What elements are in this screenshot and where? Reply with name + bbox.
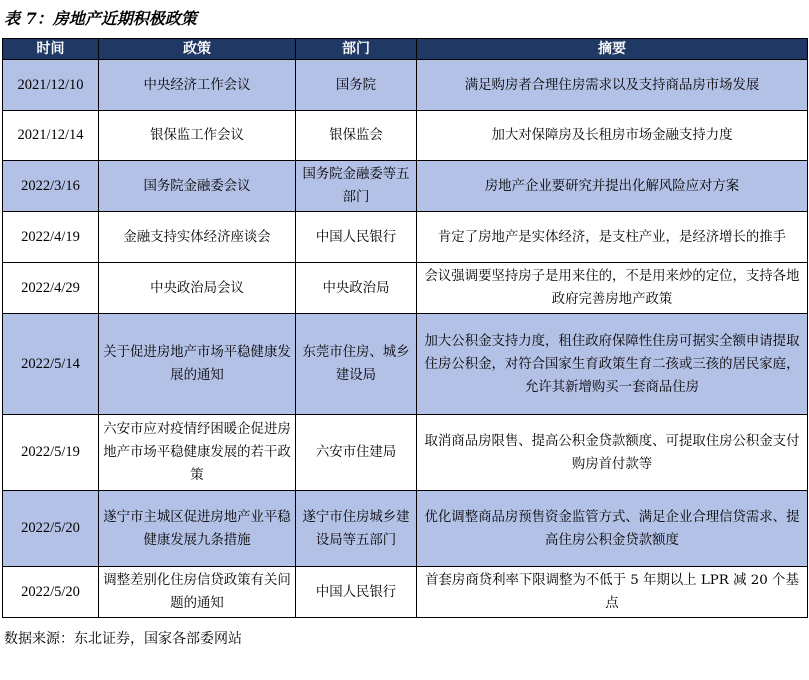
- cell-department: 遂宁市住房城乡建设局等五部门: [296, 491, 417, 567]
- table-row: [3, 567, 808, 618]
- cell-policy: 中央经济工作会议: [99, 60, 296, 111]
- cell-summary: 满足购房者合理住房需求以及支持商品房市场发展: [417, 60, 808, 111]
- cell-policy: 银保监工作会议: [99, 111, 296, 161]
- cell-policy: 遂宁市主城区促进房地产业平稳健康发展九条措施: [99, 491, 296, 567]
- cell-date: 2022/5/19: [3, 415, 99, 491]
- cell-department: 国务院: [296, 60, 417, 111]
- data-source-note: 数据来源：东北证券，国家各部委网站: [4, 631, 242, 647]
- table-row: [3, 491, 808, 567]
- table-row: [3, 212, 808, 263]
- table-row: [3, 161, 808, 212]
- header-policy: 政策: [99, 39, 296, 60]
- header-department: 部门: [296, 39, 417, 60]
- cell-policy: 金融支持实体经济座谈会: [99, 212, 296, 263]
- table-row: [3, 314, 808, 415]
- header-summary: 摘要: [417, 39, 808, 60]
- cell-date: 2022/4/19: [3, 212, 99, 263]
- cell-date: 2021/12/14: [3, 111, 99, 161]
- table-caption: 表 7：房地产近期积极政策: [4, 9, 197, 28]
- cell-date: 2021/12/10: [3, 60, 99, 111]
- cell-policy: 关于促进房地产市场平稳健康发展的通知: [99, 314, 296, 415]
- cell-department: 中央政治局: [296, 263, 417, 314]
- cell-summary: 首套房商贷利率下限调整为不低于 5 年期以上 LPR 减 20 个基点: [417, 567, 808, 618]
- cell-summary: 会议强调要坚持房子是用来住的，不是用来炒的定位，支持各地政府完善房地产政策: [417, 263, 808, 314]
- cell-department: 东莞市住房、城乡建设局: [296, 314, 417, 415]
- header-date: 时间: [3, 39, 99, 60]
- table-row: [3, 415, 808, 491]
- cell-department: 国务院金融委等五部门: [296, 161, 417, 212]
- policy-table: [2, 38, 808, 618]
- header-row: [3, 39, 808, 60]
- cell-summary: 取消商品房限售、提高公积金贷款额度、可提取住房公积金支付购房首付款等: [417, 415, 808, 491]
- cell-date: 2022/5/20: [3, 567, 99, 618]
- cell-department: 六安市住建局: [296, 415, 417, 491]
- cell-policy: 中央政治局会议: [99, 263, 296, 314]
- cell-policy: 国务院金融委会议: [99, 161, 296, 212]
- table-row: [3, 60, 808, 111]
- cell-date: 2022/5/14: [3, 314, 99, 415]
- cell-date: 2022/3/16: [3, 161, 99, 212]
- cell-department: 银保监会: [296, 111, 417, 161]
- cell-summary: 加大对保障房及长租房市场金融支持力度: [417, 111, 808, 161]
- cell-date: 2022/5/20: [3, 491, 99, 567]
- table-row: [3, 111, 808, 161]
- cell-date: 2022/4/29: [3, 263, 99, 314]
- cell-summary: 房地产企业要研究并提出化解风险应对方案: [417, 161, 808, 212]
- cell-summary: 肯定了房地产是实体经济，是支柱产业，是经济增长的推手: [417, 212, 808, 263]
- cell-department: 中国人民银行: [296, 212, 417, 263]
- cell-summary: 优化调整商品房预售资金监管方式、满足企业合理信贷需求、提高住房公积金贷款额度: [417, 491, 808, 567]
- cell-department: 中国人民银行: [296, 567, 417, 618]
- cell-summary: 加大公积金支持力度，租住政府保障性住房可据实全额申请提取住房公积金，对符合国家生育政策生育二孩或三孩的居民家庭，允许其新增购买一套商品住房: [417, 314, 808, 415]
- table-row: [3, 263, 808, 314]
- cell-policy: 六安市应对疫情纾困暖企促进房地产市场平稳健康发展的若干政策: [99, 415, 296, 491]
- cell-policy: 调整差别化住房信贷政策有关问题的通知: [99, 567, 296, 618]
